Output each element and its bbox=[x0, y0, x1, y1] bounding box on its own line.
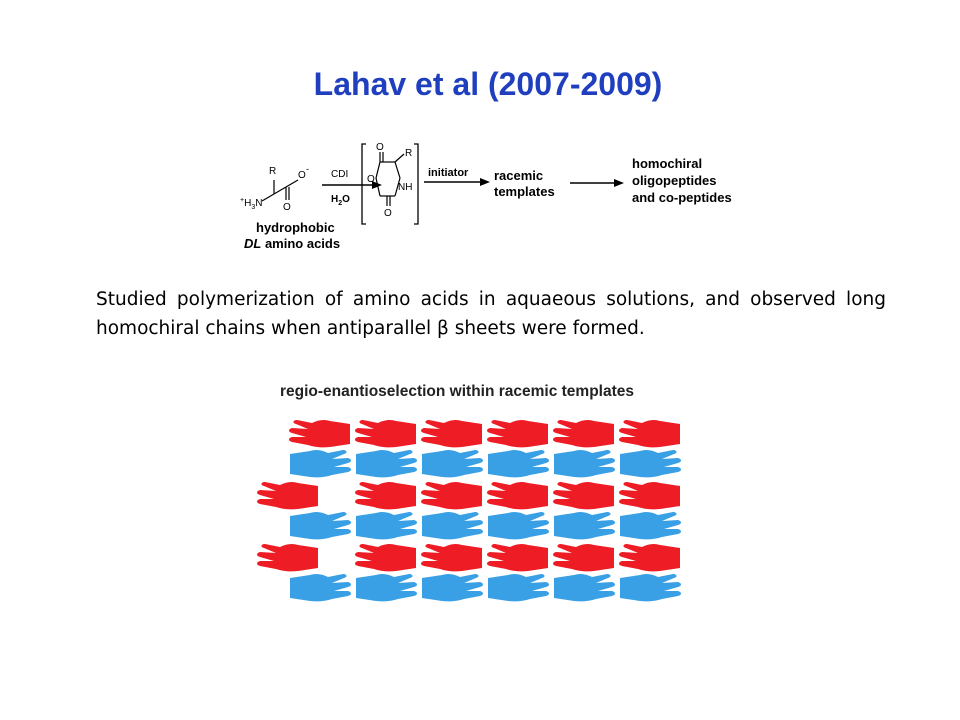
reagent-water: $H_2O$ bbox=[331, 194, 350, 207]
carbonyl-o-label: O bbox=[283, 202, 291, 213]
blue-hand bbox=[488, 574, 549, 601]
blue-hand bbox=[488, 512, 549, 539]
blue-hand bbox=[422, 512, 483, 539]
amino-acid-structure bbox=[262, 180, 298, 201]
carboxylate-o-label: O bbox=[298, 170, 306, 181]
templates-label: templates bbox=[494, 184, 555, 199]
amino-acid-label-2: DL amino acids bbox=[244, 236, 341, 251]
slide-title: Lahav et al (2007-2009) bbox=[313, 66, 663, 102]
nca-nh: NH bbox=[398, 182, 413, 193]
red-hand bbox=[553, 544, 614, 571]
body-paragraph: Studied polymerization of amino acids in aquaeous solutions, and observed long homochiral chains when antiparallel β sheets were formed. bbox=[96, 289, 886, 339]
blue-hand bbox=[620, 574, 681, 601]
blue-hand bbox=[620, 512, 681, 539]
product-line-1: homochiral bbox=[632, 156, 703, 171]
red-hand bbox=[257, 544, 318, 571]
blue-hand bbox=[356, 450, 417, 477]
red-hand bbox=[487, 482, 548, 509]
reagent-cdi: CDI bbox=[331, 169, 349, 180]
initiator-label: initiator bbox=[428, 167, 469, 179]
amino-acid-label-1: hydrophobic bbox=[256, 220, 335, 235]
red-hand bbox=[289, 420, 350, 447]
red-hand bbox=[619, 482, 680, 509]
red-hand bbox=[421, 420, 482, 447]
blue-hand bbox=[422, 574, 483, 601]
blue-hand bbox=[356, 574, 417, 601]
blue-hand bbox=[554, 512, 615, 539]
red-hand bbox=[355, 420, 416, 447]
blue-hand bbox=[554, 574, 615, 601]
r-group-label: R bbox=[269, 166, 277, 177]
blue-hand bbox=[488, 450, 549, 477]
product-line-2: oligopeptides bbox=[632, 173, 717, 188]
nca-o-ring: O bbox=[367, 174, 375, 185]
red-hand bbox=[553, 420, 614, 447]
nca-o-bottom: O bbox=[384, 208, 392, 219]
nca-r: R bbox=[405, 148, 413, 159]
hands-diagram bbox=[0, 400, 960, 620]
red-hand bbox=[421, 482, 482, 509]
ammonium-label: $^+H_3N$ bbox=[240, 197, 263, 211]
blue-hand bbox=[554, 450, 615, 477]
red-hand bbox=[355, 482, 416, 509]
blue-hand bbox=[356, 512, 417, 539]
red-hand bbox=[487, 420, 548, 447]
bracket-right bbox=[414, 144, 418, 224]
bracket-left bbox=[362, 144, 366, 224]
nca-ring bbox=[376, 152, 404, 206]
figure-title: regio-enantioselection within racemic templates bbox=[280, 383, 635, 400]
red-hand bbox=[421, 544, 482, 571]
blue-hand bbox=[290, 574, 351, 601]
red-hand bbox=[487, 544, 548, 571]
racemic-label: racemic bbox=[494, 168, 544, 183]
red-hand bbox=[257, 482, 318, 509]
red-hand bbox=[619, 420, 680, 447]
blue-hand bbox=[290, 450, 351, 477]
blue-hand bbox=[620, 450, 681, 477]
blue-hand bbox=[290, 512, 351, 539]
reaction-scheme bbox=[236, 140, 776, 255]
nca-o-top: O bbox=[376, 142, 384, 153]
arrow-head-2 bbox=[480, 178, 490, 186]
red-hand bbox=[619, 544, 680, 571]
red-hand bbox=[355, 544, 416, 571]
blue-hand bbox=[422, 450, 483, 477]
charge-minus: - bbox=[306, 164, 309, 174]
product-line-3: and co-peptides bbox=[632, 190, 732, 205]
red-hand bbox=[553, 482, 614, 509]
arrow-head-3 bbox=[614, 179, 624, 187]
